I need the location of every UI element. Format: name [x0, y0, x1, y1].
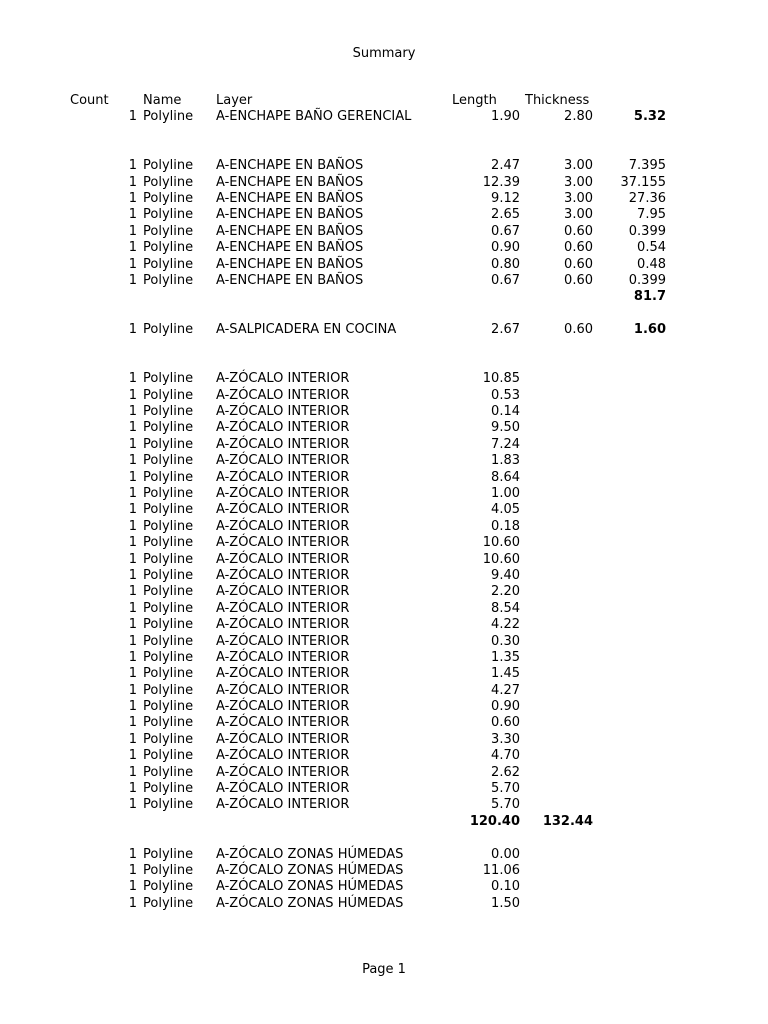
- subtotal-row: [0, 814, 768, 830]
- row-length: 0.14: [491, 404, 520, 420]
- row-length: 4.22: [491, 617, 520, 633]
- row-count: 1: [128, 436, 137, 452]
- row-layer: A-ZÓCALO INTERIOR: [216, 600, 350, 616]
- row-length: 0.18: [491, 518, 520, 534]
- row-layer: A-ZÓCALO INTERIOR: [216, 551, 350, 567]
- row-layer: A-ZÓCALO INTERIOR: [216, 502, 350, 518]
- row-length: 9.40: [491, 567, 520, 583]
- table-row: [0, 404, 768, 420]
- table-row: [0, 175, 768, 191]
- row-length: 0.90: [491, 699, 520, 715]
- table-row: [0, 650, 768, 666]
- header-name: Name: [143, 93, 182, 108]
- row-count: 1: [128, 862, 137, 878]
- row-name: Polyline: [143, 109, 194, 124]
- table-row: [0, 158, 768, 174]
- row-length: 10.60: [482, 535, 520, 551]
- row-layer: A-ZÓCALO INTERIOR: [216, 567, 350, 583]
- row-length: 1.00: [491, 485, 520, 501]
- row-name: Polyline: [143, 272, 194, 288]
- table-row: [0, 748, 768, 764]
- row-layer: A-ENCHAPE BAÑO GERENCIAL: [216, 109, 412, 124]
- blank-row: [0, 355, 768, 371]
- row-length: 1.50: [491, 895, 520, 911]
- row-name: Polyline: [143, 567, 194, 583]
- page-number: Page 1: [362, 962, 406, 977]
- table-row: [0, 666, 768, 682]
- row-count: 1: [128, 207, 137, 223]
- table-row: [0, 240, 768, 256]
- row-length: 4.70: [491, 748, 520, 764]
- table-row: [0, 535, 768, 551]
- row-thickness: 0.60: [564, 223, 593, 239]
- table-row: [0, 502, 768, 518]
- row-layer: A-ZÓCALO INTERIOR: [216, 387, 350, 403]
- row-count: 1: [128, 223, 137, 239]
- page-title: Summary: [352, 46, 416, 61]
- row-name: Polyline: [143, 551, 194, 567]
- row-count: 1: [128, 895, 137, 911]
- table-row: [0, 683, 768, 699]
- row-count: 1: [128, 715, 137, 731]
- row-count: 1: [128, 682, 137, 698]
- table-row: [0, 191, 768, 207]
- table-row: [0, 847, 768, 863]
- row-count: 1: [128, 387, 137, 403]
- row-layer: A-ENCHAPE EN BAÑOS: [216, 174, 364, 190]
- row-count: 1: [128, 158, 137, 174]
- row-length: 5.70: [491, 797, 520, 813]
- table-row: [0, 552, 768, 568]
- row-layer: A-ZÓCALO INTERIOR: [216, 797, 350, 813]
- row-name: Polyline: [143, 600, 194, 616]
- row-layer: A-ZÓCALO INTERIOR: [216, 617, 350, 633]
- row-name: Polyline: [143, 420, 194, 436]
- row-thickness: 0.60: [564, 322, 593, 338]
- row-thickness: 0.60: [564, 240, 593, 256]
- row-count: 1: [128, 649, 137, 665]
- row-length: 2.20: [491, 584, 520, 600]
- row-name: Polyline: [143, 748, 194, 764]
- row-length: 10.85: [482, 371, 520, 387]
- row-layer: A-ZÓCALO INTERIOR: [216, 518, 350, 534]
- row-layer: A-ZÓCALO ZONAS HÚMEDAS: [216, 879, 404, 895]
- row-name: Polyline: [143, 256, 194, 272]
- row-length: 2.67: [491, 322, 520, 338]
- row-layer: A-ENCHAPE EN BAÑOS: [216, 240, 364, 256]
- row-layer: A-ENCHAPE EN BAÑOS: [216, 272, 364, 288]
- row-thickness: 2.80: [564, 109, 593, 124]
- row-count: 1: [128, 781, 137, 797]
- row-count: 1: [128, 272, 137, 288]
- row-name: Polyline: [143, 666, 194, 682]
- row-count: 1: [128, 846, 137, 862]
- table-row: [0, 109, 768, 125]
- row-layer: A-ENCHAPE EN BAÑOS: [216, 158, 364, 174]
- row-layer: A-ZÓCALO INTERIOR: [216, 371, 350, 387]
- row-name: Polyline: [143, 879, 194, 895]
- row-name: Polyline: [143, 322, 194, 338]
- row-length: 0.00: [491, 846, 520, 862]
- row-name: Polyline: [143, 617, 194, 633]
- row-count: 1: [128, 322, 137, 338]
- row-count: 1: [128, 174, 137, 190]
- row-name: Polyline: [143, 715, 194, 731]
- row-layer: A-ZÓCALO INTERIOR: [216, 584, 350, 600]
- row-layer: A-ENCHAPE EN BAÑOS: [216, 190, 364, 206]
- row-length: 0.10: [491, 879, 520, 895]
- row-length: 9.12: [491, 190, 520, 206]
- row-count: 1: [128, 371, 137, 387]
- table-row: [0, 437, 768, 453]
- row-count: 1: [128, 256, 137, 272]
- row-layer: A-ZÓCALO INTERIOR: [216, 731, 350, 747]
- row-length: 0.60: [491, 715, 520, 731]
- row-name: Polyline: [143, 158, 194, 174]
- row-layer: A-ZÓCALO ZONAS HÚMEDAS: [216, 862, 404, 878]
- row-length: 1.90: [491, 109, 520, 124]
- table-row: [0, 797, 768, 813]
- row-total: 7.395: [628, 158, 666, 174]
- row-layer: A-ZÓCALO INTERIOR: [216, 748, 350, 764]
- row-count: 1: [128, 764, 137, 780]
- row-name: Polyline: [143, 207, 194, 223]
- row-length: 7.24: [491, 436, 520, 452]
- row-count: 1: [128, 420, 137, 436]
- row-length: 10.60: [482, 551, 520, 567]
- table-row: [0, 896, 768, 912]
- row-layer: A-ZÓCALO ZONAS HÚMEDAS: [216, 846, 404, 862]
- table-header: [0, 93, 768, 109]
- blank-row: [0, 830, 768, 846]
- row-name: Polyline: [143, 240, 194, 256]
- row-layer: A-ZÓCALO INTERIOR: [216, 666, 350, 682]
- row-name: Polyline: [143, 404, 194, 420]
- row-name: Polyline: [143, 633, 194, 649]
- table-row: [0, 715, 768, 731]
- row-count: 1: [128, 190, 137, 206]
- row-name: Polyline: [143, 469, 194, 485]
- subtotal-row: [0, 289, 768, 305]
- table-row: [0, 388, 768, 404]
- row-total: 7.95: [637, 207, 666, 223]
- row-count: 1: [128, 584, 137, 600]
- row-length: 1.83: [491, 453, 520, 469]
- row-name: Polyline: [143, 682, 194, 698]
- row-count: 1: [128, 109, 137, 124]
- table-row: [0, 519, 768, 535]
- table-row: [0, 879, 768, 895]
- row-layer: A-ENCHAPE EN BAÑOS: [216, 207, 364, 223]
- blank-row: [0, 306, 768, 322]
- row-layer: A-ZÓCALO INTERIOR: [216, 404, 350, 420]
- table-row: [0, 470, 768, 486]
- row-count: 1: [128, 567, 137, 583]
- table-row: [0, 420, 768, 436]
- table-row: [0, 732, 768, 748]
- row-name: Polyline: [143, 649, 194, 665]
- row-count: 1: [128, 879, 137, 895]
- row-total: 37.155: [620, 174, 666, 190]
- row-length: 4.27: [491, 682, 520, 698]
- table-row: [0, 568, 768, 584]
- row-name: Polyline: [143, 781, 194, 797]
- row-length: 4.05: [491, 502, 520, 518]
- row-length: 2.62: [491, 764, 520, 780]
- row-name: Polyline: [143, 846, 194, 862]
- row-thickness: 3.00: [564, 158, 593, 174]
- row-count: 1: [128, 502, 137, 518]
- row-layer: A-ZÓCALO INTERIOR: [216, 420, 350, 436]
- row-length: 12.39: [482, 174, 520, 190]
- row-layer: A-ZÓCALO ZONAS HÚMEDAS: [216, 895, 404, 911]
- table-row: [0, 486, 768, 502]
- blank-row: [0, 125, 768, 141]
- row-count: 1: [128, 699, 137, 715]
- row-length: 0.90: [491, 240, 520, 256]
- row-total: 0.399: [628, 272, 666, 288]
- table-row: [0, 781, 768, 797]
- row-count: 1: [128, 666, 137, 682]
- table-row: [0, 617, 768, 633]
- table-row: [0, 273, 768, 289]
- row-name: Polyline: [143, 223, 194, 239]
- row-length: 0.67: [491, 272, 520, 288]
- blank-row: [0, 338, 768, 354]
- row-total: 5.32: [633, 109, 666, 124]
- table-row: [0, 207, 768, 223]
- row-layer: A-ZÓCALO INTERIOR: [216, 535, 350, 551]
- row-layer: A-ZÓCALO INTERIOR: [216, 469, 350, 485]
- row-thickness: 3.00: [564, 207, 593, 223]
- table-row: [0, 634, 768, 650]
- row-layer: A-ENCHAPE EN BAÑOS: [216, 223, 364, 239]
- row-count: 1: [128, 404, 137, 420]
- row-count: 1: [128, 240, 137, 256]
- table-row: [0, 322, 768, 338]
- row-count: 1: [128, 797, 137, 813]
- row-total: 0.399: [628, 223, 666, 239]
- row-name: Polyline: [143, 485, 194, 501]
- row-layer: A-ENCHAPE EN BAÑOS: [216, 256, 364, 272]
- table-row: [0, 371, 768, 387]
- row-length: 1.45: [491, 666, 520, 682]
- row-name: Polyline: [143, 731, 194, 747]
- row-layer: A-ZÓCALO INTERIOR: [216, 715, 350, 731]
- table-row: [0, 601, 768, 617]
- row-count: 1: [128, 485, 137, 501]
- row-name: Polyline: [143, 190, 194, 206]
- row-total: 1.60: [633, 322, 666, 338]
- row-length: 0.53: [491, 387, 520, 403]
- row-count: 1: [128, 731, 137, 747]
- header-thickness: Thickness: [525, 93, 590, 108]
- row-name: Polyline: [143, 764, 194, 780]
- row-layer: A-ZÓCALO INTERIOR: [216, 764, 350, 780]
- row-name: Polyline: [143, 797, 194, 813]
- row-layer: A-ZÓCALO INTERIOR: [216, 633, 350, 649]
- header-length: Length: [452, 93, 497, 108]
- header-layer: Layer: [216, 93, 253, 108]
- row-count: 1: [128, 551, 137, 567]
- row-length: 2.65: [491, 207, 520, 223]
- row-count: 1: [128, 600, 137, 616]
- row-count: 1: [128, 748, 137, 764]
- row-thickness: 3.00: [564, 174, 593, 190]
- row-length: 2.47: [491, 158, 520, 174]
- table-row: [0, 584, 768, 600]
- row-total: 0.54: [637, 240, 666, 256]
- row-layer: A-ZÓCALO INTERIOR: [216, 781, 350, 797]
- row-layer: A-ZÓCALO INTERIOR: [216, 453, 350, 469]
- row-name: Polyline: [143, 453, 194, 469]
- table-row: [0, 453, 768, 469]
- table-row: [0, 863, 768, 879]
- table-row: [0, 224, 768, 240]
- subtotal-total: 81.7: [633, 289, 666, 305]
- row-total: 0.48: [637, 256, 666, 272]
- row-length: 1.35: [491, 649, 520, 665]
- row-length: 3.30: [491, 731, 520, 747]
- row-layer: A-SALPICADERA EN COCINA: [216, 322, 397, 338]
- row-count: 1: [128, 453, 137, 469]
- row-length: 0.80: [491, 256, 520, 272]
- row-length: 0.30: [491, 633, 520, 649]
- row-name: Polyline: [143, 371, 194, 387]
- row-length: 8.54: [491, 600, 520, 616]
- table-row: [0, 257, 768, 273]
- row-name: Polyline: [143, 387, 194, 403]
- blank-row: [0, 142, 768, 158]
- row-name: Polyline: [143, 436, 194, 452]
- row-count: 1: [128, 633, 137, 649]
- row-length: 9.50: [491, 420, 520, 436]
- row-length: 11.06: [482, 862, 520, 878]
- row-name: Polyline: [143, 584, 194, 600]
- row-thickness: 0.60: [564, 256, 593, 272]
- row-count: 1: [128, 518, 137, 534]
- subtotal-thickness: 132.44: [542, 813, 593, 829]
- table-row: [0, 699, 768, 715]
- row-count: 1: [128, 469, 137, 485]
- row-thickness: 3.00: [564, 190, 593, 206]
- row-total: 27.36: [628, 190, 666, 206]
- row-layer: A-ZÓCALO INTERIOR: [216, 682, 350, 698]
- row-name: Polyline: [143, 535, 194, 551]
- row-layer: A-ZÓCALO INTERIOR: [216, 485, 350, 501]
- row-length: 0.67: [491, 223, 520, 239]
- row-name: Polyline: [143, 518, 194, 534]
- row-layer: A-ZÓCALO INTERIOR: [216, 699, 350, 715]
- row-name: Polyline: [143, 699, 194, 715]
- row-layer: A-ZÓCALO INTERIOR: [216, 436, 350, 452]
- summary-table: [0, 109, 768, 912]
- row-thickness: 0.60: [564, 272, 593, 288]
- row-length: 8.64: [491, 469, 520, 485]
- row-name: Polyline: [143, 174, 194, 190]
- row-layer: A-ZÓCALO INTERIOR: [216, 649, 350, 665]
- row-length: 5.70: [491, 781, 520, 797]
- row-count: 1: [128, 535, 137, 551]
- row-name: Polyline: [143, 862, 194, 878]
- row-name: Polyline: [143, 502, 194, 518]
- row-name: Polyline: [143, 895, 194, 911]
- header-count: Count: [70, 93, 109, 108]
- table-row: [0, 765, 768, 781]
- subtotal-length: 120.40: [469, 813, 520, 829]
- row-count: 1: [128, 617, 137, 633]
